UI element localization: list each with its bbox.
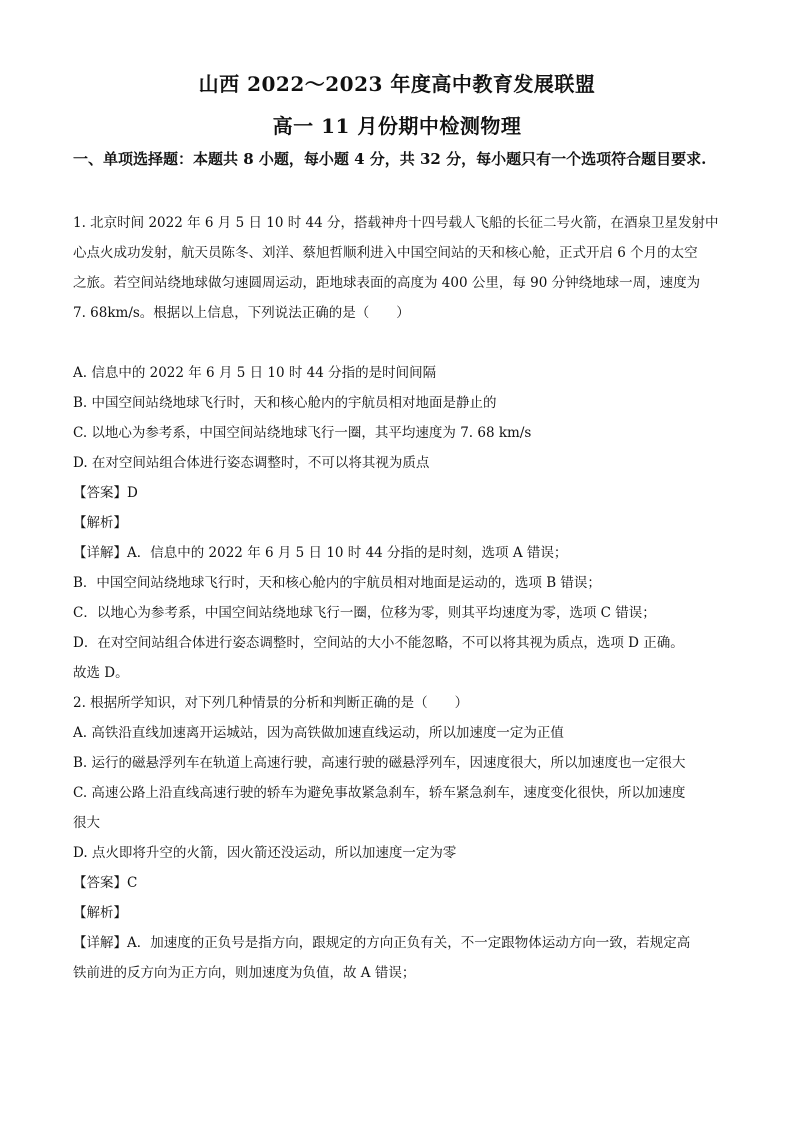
document-subtitle: 高一 11 月份期中检测物理 [272,114,522,138]
option-a: A. 信息中的 2022 年 6 月 5 日 10 时 44 分指的是时间间隔 [73,365,437,381]
document-title: 山西 2022～2023 年度高中教育发展联盟 [198,72,596,96]
option-d: D. 在对空间站组合体进行姿态调整时，不可以将其视为质点 [73,455,430,471]
question-stem-line: 7. 68km/s。根据以上信息，下列说法正确的是（ ） [73,305,410,321]
detail-line: D．在对空间站组合体进行姿态调整时，空间站的大小不能忽略，不可以将其视为质点，选项 D 正确。 [73,635,684,651]
detail-line: 【详解】A．信息中的 2022 年 6 月 5 日 10 时 44 分指的是时刻，选项 A 错误； [73,545,568,561]
option-c: C. 高速公路上沿直线高速行驶的轿车为避免事故紧急刹车，轿车紧急刹车，速度变化很快，所以加速度 [73,785,686,801]
question-stem-line: 之旅。若空间站绕地球做匀速圆周运动，距地球表面的高度为 400 公里，每 90 分钟绕地球一周，速度为 [73,275,701,291]
question-stem-line: 1. 北京时间 2022 年 6 月 5 日 10 时 44 分，搭载神舟十四号载人飞船的长征二号火箭，在酒泉卫星发射中 [73,215,719,231]
question-stem-line: 心点火成功发射，航天员陈冬、刘洋、蔡旭哲顺利进入中国空间站的天和核心舱，正式开启 6 个月的太空 [73,245,698,261]
option-b: B. 中国空间站绕地球飞行时，天和核心舱内的宇航员相对地面是静止的 [73,395,497,411]
detail-line: B．中国空间站绕地球飞行时，天和核心舱内的宇航员相对地面是运动的，选项 B 错误； [73,575,601,591]
question-stem-line: 2. 根据所学知识，对下列几种情景的分析和判断正确的是（ ） [73,695,469,711]
question-1 [73,208,723,688]
detail-line: 故选 D。 [73,665,129,681]
analysis-label: 【解析】 [73,905,127,921]
section-heading: 一、单项选择题：本题共 8 小题，每小题 4 分，共 32 分，每小题只有一个选项符合题目要求. [73,150,707,168]
answer-label: 【答案】C [73,875,138,891]
question-2 [73,688,723,988]
answer-label: 【答案】D [73,485,138,501]
analysis-label: 【解析】 [73,515,127,531]
spacer [73,328,723,358]
option-c: C. 以地心为参考系，中国空间站绕地球飞行一圈，其平均速度为 7. 68 km/s [73,425,532,441]
detail-line: C．以地心为参考系，中国空间站绕地球飞行一圈，位移为零，则其平均速度为零，选项 C 错误； [73,605,656,621]
option-d: D. 点火即将升空的火箭，因火箭还没运动，所以加速度一定为零 [73,845,457,861]
document-body [73,208,723,988]
detail-line: 铁前进的反方向为正方向，则加速度为负值，故 A 错误； [73,965,416,981]
option-c-continued: 很大 [73,815,100,831]
detail-line: 【详解】A．加速度的正负号是指方向，跟规定的方向正负有关，不一定跟物体运动方向一致，若规定高 [73,935,691,951]
option-b: B. 运行的磁悬浮列车在轨道上高速行驶，高速行驶的磁悬浮列车，因速度很大，所以加速度也一定很大 [73,755,686,771]
option-a: A. 高铁沿直线加速离开运城站，因为高铁做加速直线运动，所以加速度一定为正值 [73,725,564,741]
